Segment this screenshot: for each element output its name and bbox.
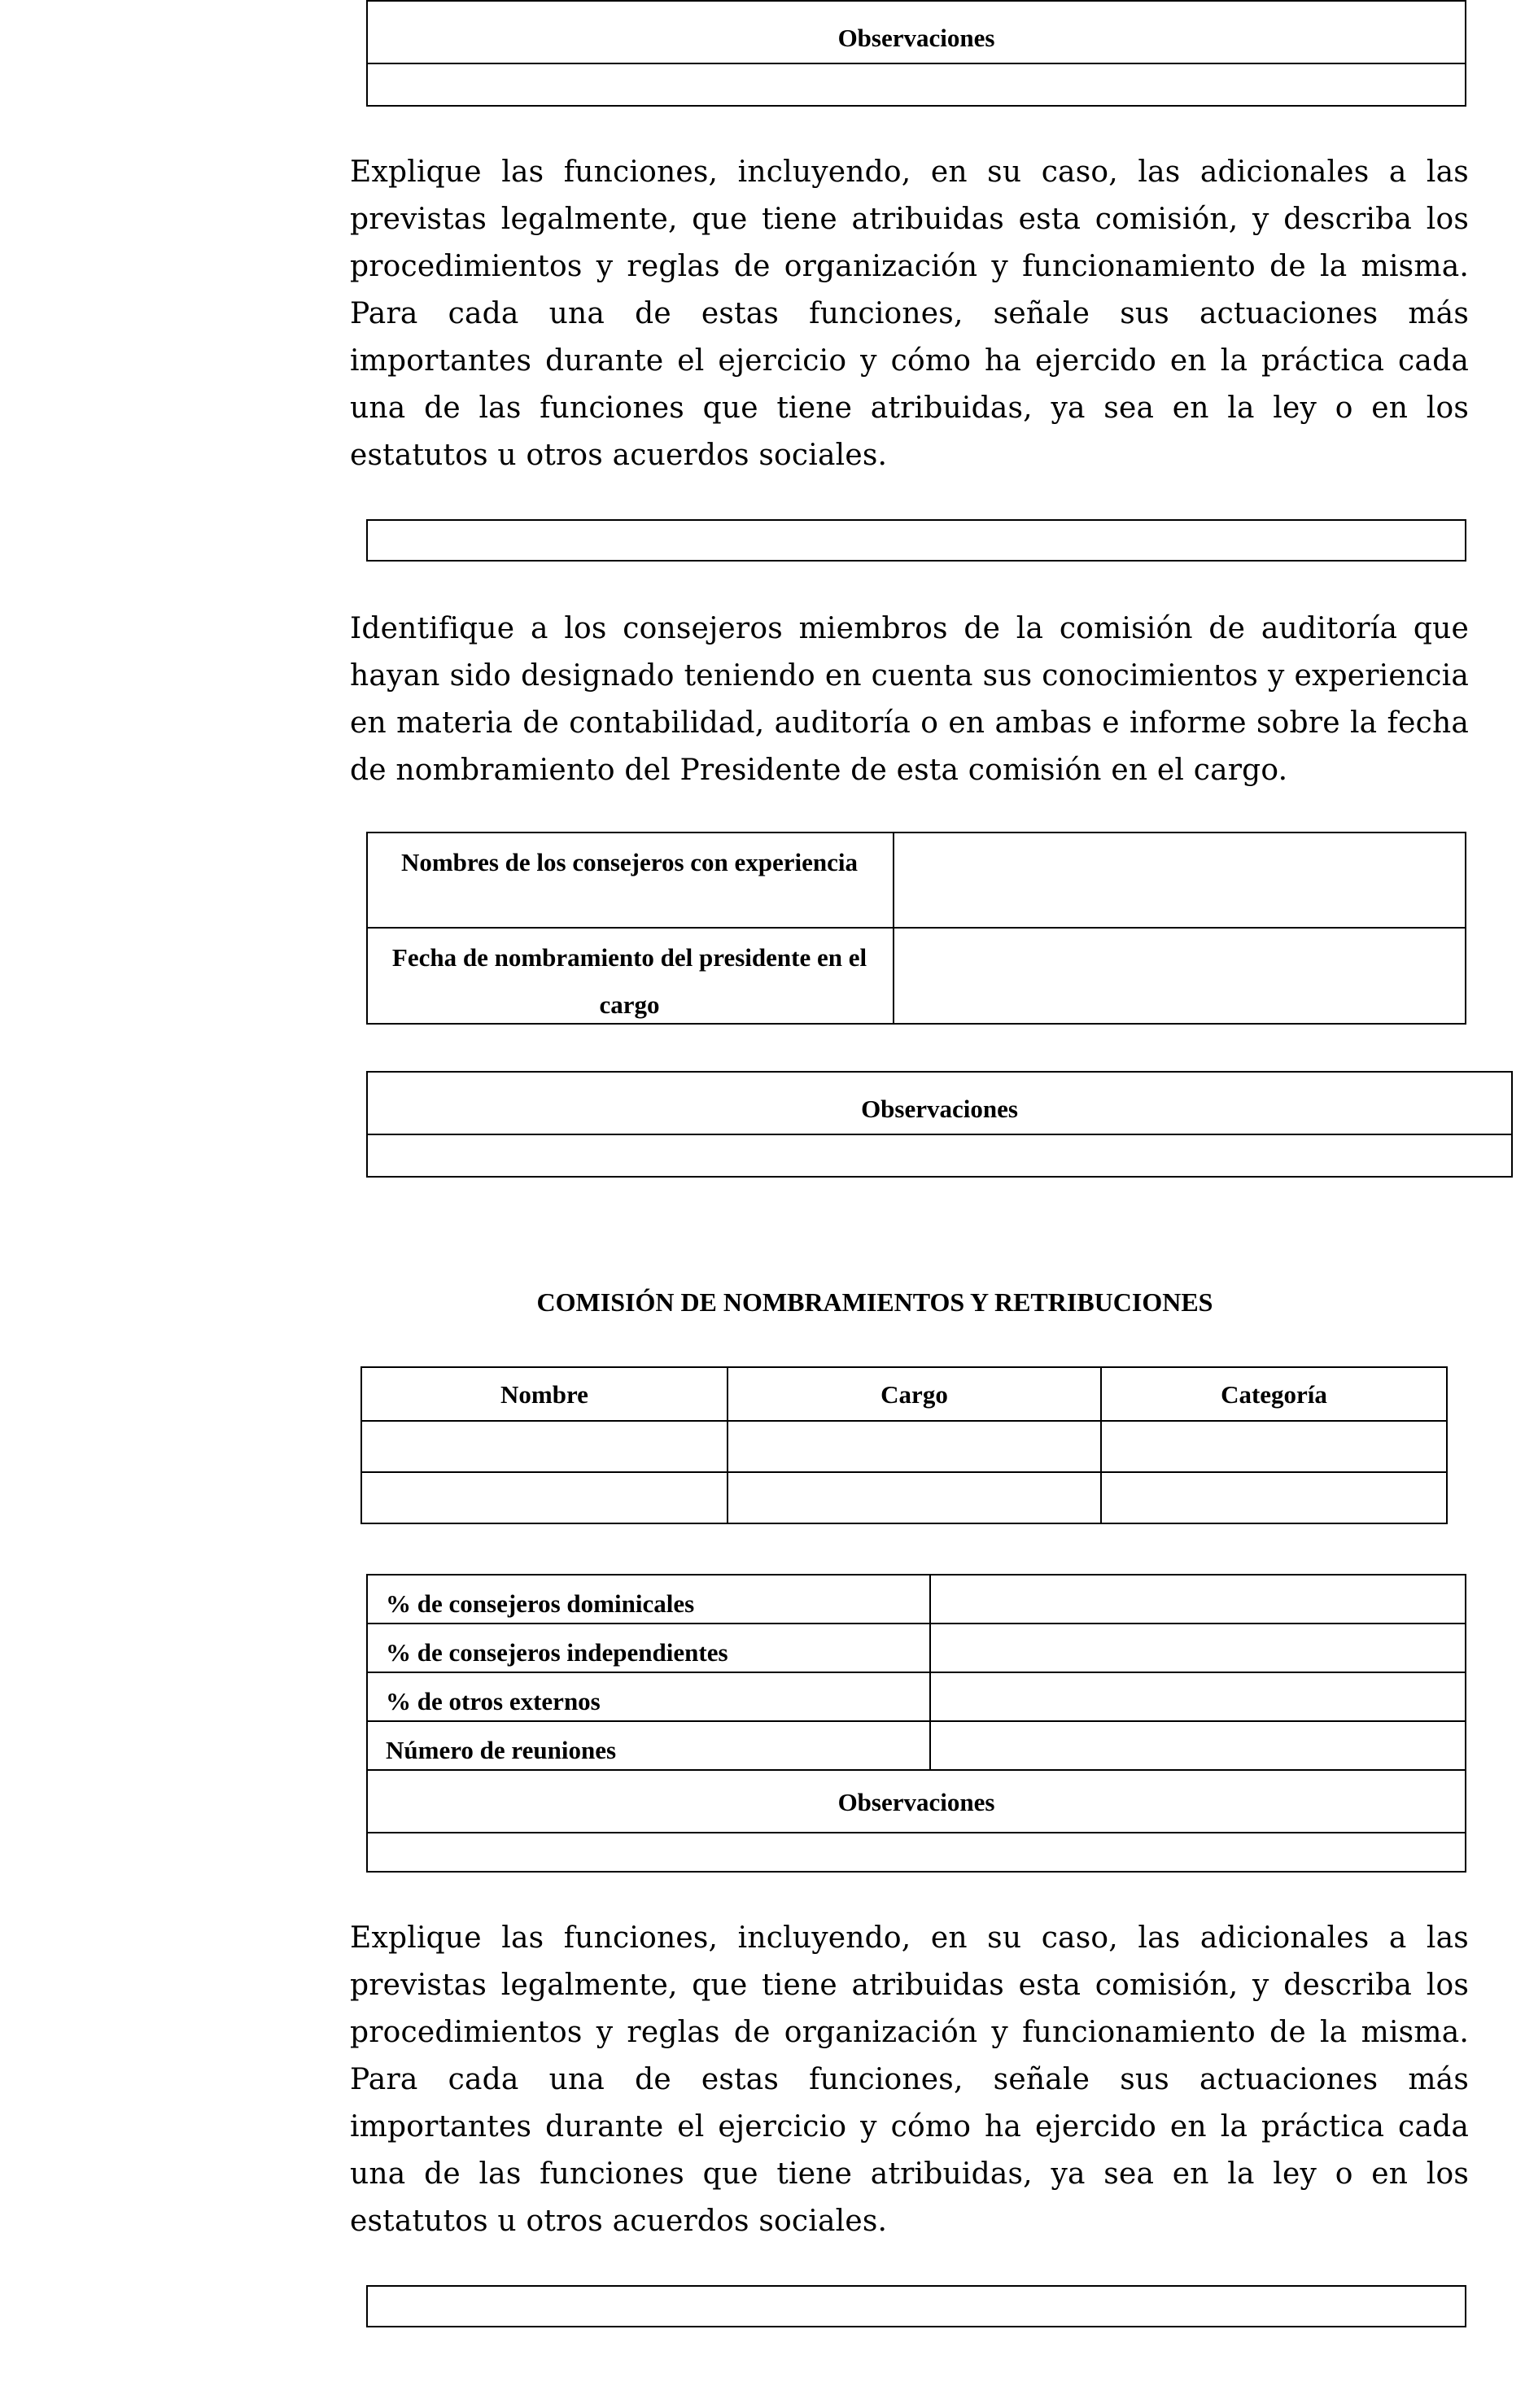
answer-box-2[interactable]: [366, 2285, 1466, 2327]
answer-box-1[interactable]: [366, 519, 1466, 562]
section-title: COMISIÓN DE NOMBRAMIENTOS Y RETRIBUCIONES: [536, 1287, 1213, 1317]
pct-dominicales-value[interactable]: [931, 1575, 1465, 1622]
instructions-paragraph-1: Explique las funciones, incluyendo, en su caso, las adicionales a las previstas legalmente, que tiene atribuidas esta comisión, y describa los procedimientos y reglas de organización y funcionamiento de la misma. Para cada una de estas funciones, señale sus actuaciones más importantes durante el ejercicio y cómo ha ejercido en la práctica cada una de las funciones que tiene atribuidas, ya sea en la ley o en los estatutos u otros acuerdos sociales.: [350, 155, 1469, 472]
composition-observaciones-input[interactable]: [368, 1833, 1465, 1871]
president-date-value[interactable]: [894, 929, 1465, 1023]
observaciones-input-mid[interactable]: [368, 1135, 1511, 1176]
observaciones-input-top[interactable]: [368, 64, 1465, 105]
members-row-2[interactable]: [362, 1473, 1446, 1523]
pct-independientes-value[interactable]: [931, 1624, 1465, 1671]
pct-independientes-label: % de consejeros independientes: [386, 1638, 728, 1667]
observaciones-header-mid: Observaciones: [861, 1095, 1018, 1123]
members-header-cargo: Cargo: [880, 1380, 948, 1409]
observaciones-header-top: Observaciones: [837, 24, 995, 52]
expert-names-value[interactable]: [894, 833, 1465, 926]
pct-otros-externos-value[interactable]: [931, 1673, 1465, 1720]
expert-names-label: Nombres de los consejeros con experiencia: [400, 848, 859, 876]
pct-otros-externos-label: % de otros externos: [386, 1687, 601, 1715]
pct-dominicales-label: % de consejeros dominicales: [386, 1589, 695, 1618]
members-row-1[interactable]: [362, 1422, 1446, 1471]
instructions-paragraph-3: Explique las funciones, incluyendo, en su caso, las adicionales a las previstas legalmente, que tiene atribuidas esta comisión, y describa los procedimientos y reglas de organización y funcionamiento de la misma. Para cada una de estas funciones, señale sus actuaciones más importantes durante el ejercicio y cómo ha ejercido en la práctica cada una de las funciones que tiene atribuidas, ya sea en la ley o en los estatutos u otros acuerdos sociales.: [350, 1921, 1469, 2238]
president-date-label: Fecha de nombramiento del presidente en el cargo: [391, 943, 867, 1019]
members-header-nombre: Nombre: [500, 1380, 588, 1409]
numero-reuniones-value[interactable]: [931, 1722, 1465, 1768]
instructions-paragraph-2: Identifique a los consejeros miembros de la comisión de auditoría que hayan sido designado teniendo en cuenta sus conocimientos y experiencia en materia de contabilidad, auditoría o en ambas e informe sobre la fecha de nombramiento del Presidente de esta comisión en el cargo.: [350, 612, 1469, 787]
numero-reuniones-label: Número de reuniones: [386, 1736, 617, 1764]
composition-observaciones-header: Observaciones: [837, 1788, 995, 1816]
members-header-categoria: Categoría: [1221, 1380, 1327, 1409]
